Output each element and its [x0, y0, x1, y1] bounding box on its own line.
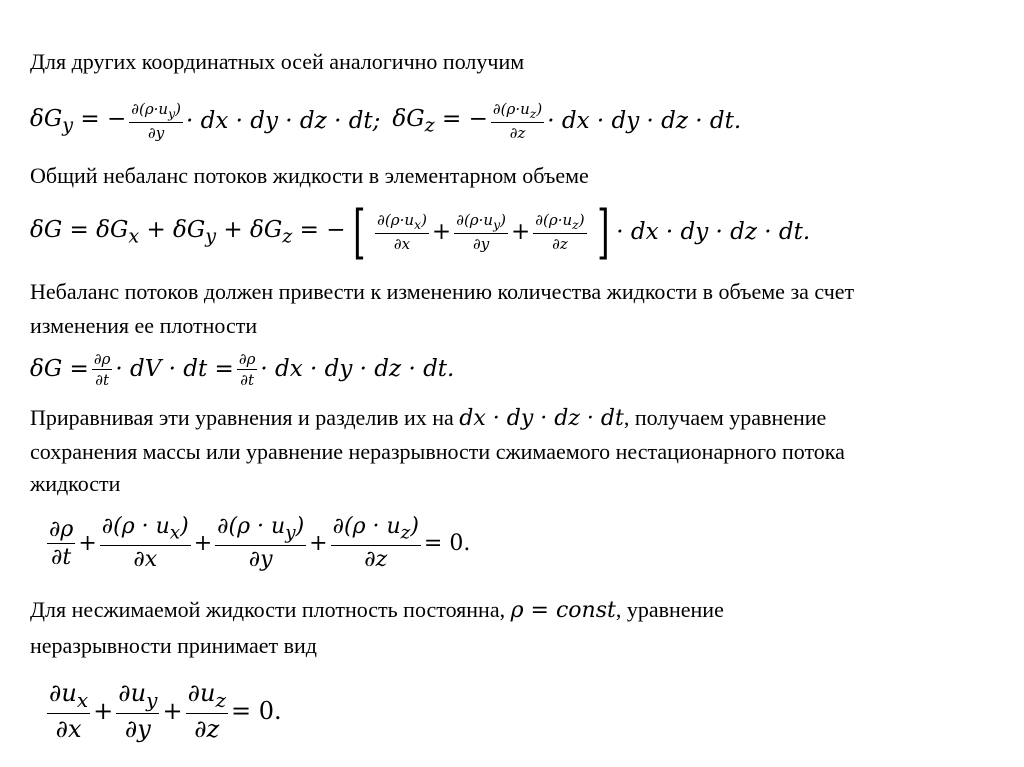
eq1b-rest: · dx · dy · dz · dt.: [547, 108, 742, 134]
fraction-dz: $\frac{\partial(\rho\cdot u_z)}{\partial z}$: [492, 100, 543, 142]
paragraph-equate-line1: [30, 402, 826, 435]
paragraph-density-line2: изменения ее плотности: [30, 313, 258, 338]
eq3-den: ∂t: [95, 370, 109, 389]
paragraph-intro: Для других координатных осей аналогично получим: [30, 49, 525, 74]
para4-math: dx · dy · dz · dt: [459, 406, 624, 431]
paragraph-equate-line2: сохранения массы или уравнение неразрывности сжимаемого нестационарного потока: [30, 439, 845, 464]
fraction-dy: $\frac{\partial(\rho\cdot u_y)}{\partial y}$: [131, 100, 182, 142]
equation-continuity-incompressible: $\frac{\partial u_x}{\partial x}$ + $\frac{\partial u_y}{\partial y}$ + $\frac{\partial u_z}{\partial z}$ = 0.: [49, 679, 282, 743]
eq3-num: ∂ρ: [93, 349, 111, 368]
eq4-end: = 0.: [423, 530, 471, 556]
para5-text-a: Для несжимаемой жидкости плотность постоянна,: [30, 597, 506, 622]
equation-density-change: δG = $\frac{\partial\rho}{\partial t}$ · dV · dt = $\frac{\partial\rho}{\partial t}$ · dx · dy · dz · dt.: [30, 349, 455, 389]
equation-total-imbalance: $\delta G = \delta G_x + \delta G_y + \delta G_z$ = − [ $\frac{\partial(\rho\cdot u_x)}{\partial x}$ + $\frac{\partial(\rho\cdot u_y)}{\partial y}$ + $\frac{\partial(\rho\cdot u_z)}{\partial z}$ ] · dx · dy · dz · dt.: [30, 198, 811, 266]
para5-text-b: , уравнение: [615, 597, 724, 622]
para5-math: ρ = const: [510, 598, 616, 623]
paragraph-imbalance: Общий небаланс потоков жидкости в элементарном объеме: [30, 163, 589, 188]
eq5-end: = 0.: [230, 697, 282, 725]
eq2-rest: · dx · dy · dz · dt.: [616, 219, 811, 245]
paragraph-equate-line3: жидкости: [30, 471, 121, 496]
equation-continuity-compressible: $\frac{\partial\rho}{\partial t}$ + $\frac{\partial(\rho \cdot u_x)}{\partial x}$ + $\frac{\partial(\rho \cdot u_y)}{\partial y}$ + $\frac{\partial(\rho \cdot u_z)}{\partial z}$ = 0.: [49, 514, 471, 572]
eq3-mid: · dV · dt =: [115, 356, 234, 382]
paragraph-incompressible-line2: неразрывности принимает вид: [30, 633, 317, 658]
equation-flux-y-z: $\delta G_y$ = − $\frac{\partial(\rho\cdot u_y)}{\partial y}$ · dx · dy · dz · dt; $\delta G_z$ = − $\frac{\partial(\rho\cdot u_z)}{\partial z}$ · dx · dy · dz · dt.: [30, 100, 742, 142]
para4-text-a: Приравнивая эти уравнения и разделив их на: [30, 405, 454, 430]
para4-text-b: , получаем уравнение: [623, 405, 827, 430]
eq1a-rest: · dx · dy · dz · dt;: [186, 108, 381, 134]
paragraph-incompressible-line1: [30, 594, 724, 627]
eq3-rest: · dx · dy · dz · dt.: [260, 356, 455, 382]
paragraph-density-line1: Небаланс потоков должен привести к изменению количества жидкости в объеме за счет: [30, 279, 855, 304]
